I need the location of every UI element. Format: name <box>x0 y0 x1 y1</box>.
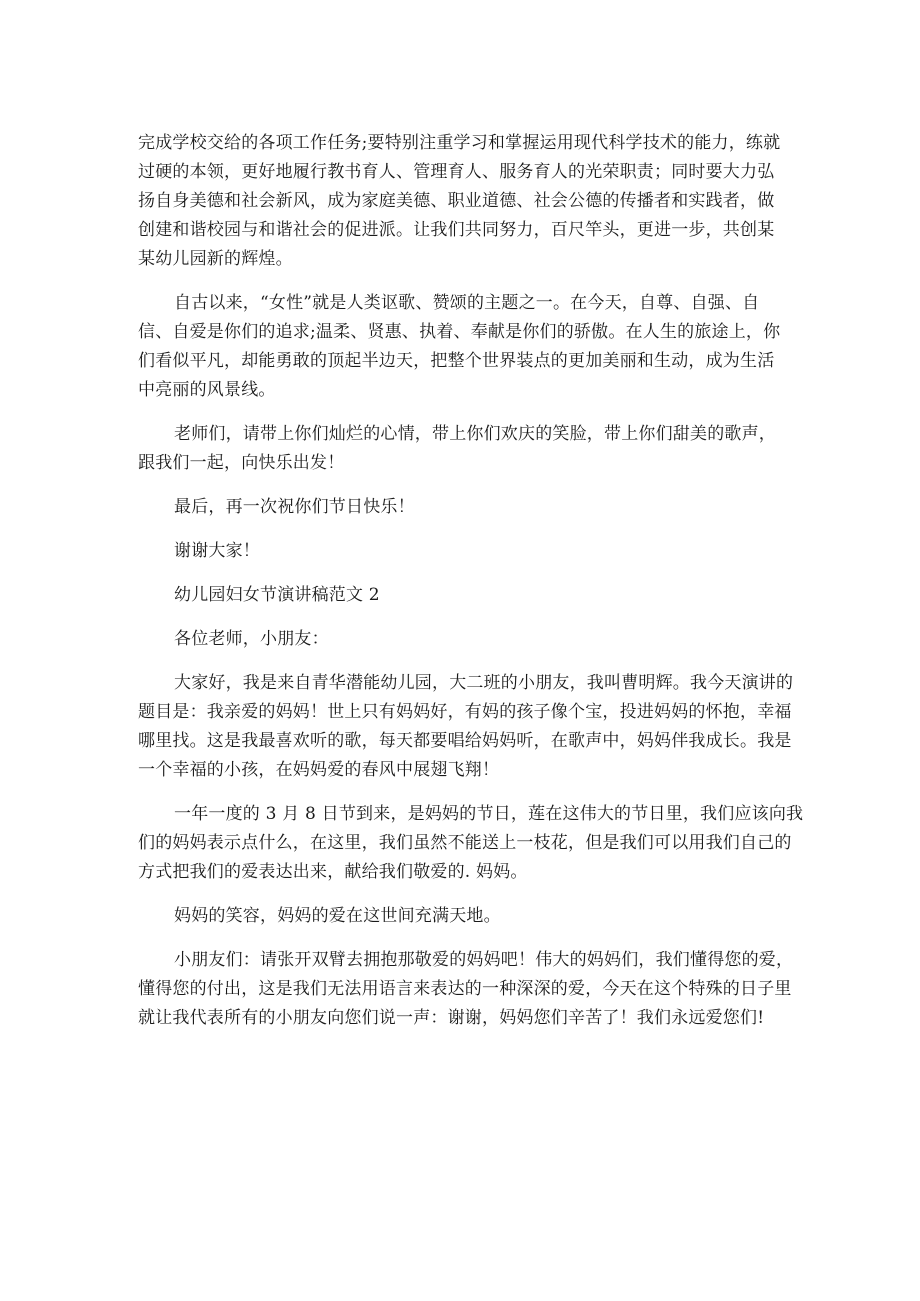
paragraph <box>138 420 778 478</box>
document-body <box>138 129 804 1033</box>
text-line: 就让我代表所有的小朋友向您们说一声：谢谢，妈妈您们辛苦了！我们永远爱您们! <box>138 1008 765 1028</box>
paragraph-gap <box>138 610 778 625</box>
paragraph-gap <box>138 478 778 493</box>
text-line: 幼儿园妇女节演讲稿范文 2 <box>174 585 380 605</box>
paragraph-gap <box>138 274 778 289</box>
paragraph <box>138 537 778 566</box>
text-line: 小朋友们：请张开双臂去拥抱那敬爱的妈妈吧！伟大的妈妈们，我们懂得您的爱， <box>174 950 794 970</box>
text-line: 谢谢大家！ <box>174 541 260 561</box>
text-line: 一个幸福的小孩，在妈妈爱的春风中展翅飞翔！ <box>138 760 500 780</box>
text-line: 中亮丽的风景线。 <box>138 380 276 400</box>
text-line: 们看似平凡，却能勇敢的顶起半边天，把整个世界装点的更加美丽和生动，成为生活 <box>138 351 775 371</box>
text-line: 哪里找。这是我最喜欢听的歌，每天都要唱给妈妈听，在歌声中，妈妈伴我成长。我是 <box>138 731 792 751</box>
text-line: 最后，再一次祝你们节日快乐！ <box>174 497 415 517</box>
paragraph <box>138 493 778 522</box>
paragraph <box>138 669 794 785</box>
text-line: 扬自身美德和社会新风，成为家庭美德、职业道德、社会公德的传播者和实践者，做 <box>138 191 775 211</box>
text-line: 某幼儿园新的辉煌。 <box>138 249 293 269</box>
paragraph <box>138 902 778 931</box>
paragraph <box>138 946 794 1033</box>
paragraph-gap <box>138 566 778 581</box>
text-line: 完成学校交给的各项工作任务;要特别注重学习和掌握运用现代科学技术的能力，练就 <box>138 133 781 153</box>
text-line: 自古以来，“女性”就是人类讴歌、赞颂的主题之一。在今天，自尊、自强、自 <box>174 293 760 313</box>
paragraph <box>138 129 781 274</box>
text-line: 方式把我们的爱表达出来，献给我们敬爱的. 妈妈。 <box>138 862 528 882</box>
text-line: 题目是：我亲爱的妈妈！世上只有妈妈好，有妈的孩子像个宝，投进妈妈的怀抱，幸福 <box>138 702 792 722</box>
paragraph <box>138 289 781 405</box>
text-line: 各位老师，小朋友： <box>174 629 329 649</box>
text-line: 老师们，请带上你们灿烂的心情，带上你们欢庆的笑脸，带上你们甜美的歌声， <box>174 424 776 444</box>
paragraph <box>138 800 804 887</box>
paragraph-gap <box>138 405 778 420</box>
paragraph-gap <box>138 887 778 902</box>
text-line: 跟我们一起，向快乐出发！ <box>138 453 345 473</box>
text-line: 大家好，我是来自青华潜能幼儿园，大二班的小朋友，我叫曹明辉。我今天演讲的 <box>174 673 794 693</box>
paragraph-gap <box>138 654 778 669</box>
text-line: 一年一度的 3 月 8 日节到来，是妈妈的节日，莲在这伟大的节日里，我们应该向我 <box>174 804 804 824</box>
paragraph-gap <box>138 522 778 537</box>
paragraph-gap <box>138 785 778 800</box>
text-line: 创建和谐校园与和谐社会的促进派。让我们共同努力，百尺竿头，更进一步，共创某 <box>138 220 775 240</box>
text-line: 信、自爱是你们的追求;温柔、贤惠、执着、奉献是你们的骄傲。在人生的旅途上，你 <box>138 322 781 342</box>
text-line: 过硬的本领，更好地履行教书育人、管理育人、服务育人的光荣职责；同时要大力弘 <box>138 162 775 182</box>
text-line: 妈妈的笑容，妈妈的爱在这世间充满天地。 <box>174 906 501 926</box>
text-line: 们的妈妈表示点什么，在这里，我们虽然不能送上一枝花，但是我们可以用我们自己的 <box>138 833 792 853</box>
paragraph <box>138 581 778 610</box>
paragraph-gap <box>138 931 778 946</box>
paragraph <box>138 625 778 654</box>
text-line: 懂得您的付出，这是我们无法用语言来表达的一种深深的爱，今天在这个特殊的日子里 <box>138 979 792 999</box>
